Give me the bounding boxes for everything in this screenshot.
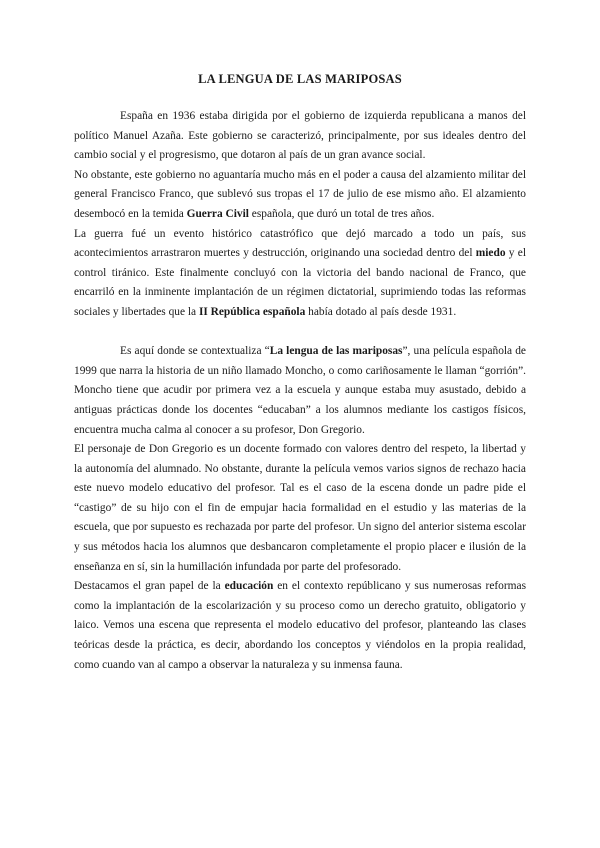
- paragraph-6-text-c: en el contexto repúblicano y sus numerosas reformas como la implantación de la escolarización y su proceso como un derecho gratuito, obligatorio y laico. Vemos una escena que representa el modelo educativo del profesor, planteando las clases teóricas desde la práctica, es decir, abordando los conceptos y viéndolos en la propia realidad, como cuando van al campo a observar la naturaleza y su inmensa fauna.: [74, 580, 527, 671]
- paragraph-3-text-c: y el control tiránico. Este finalmente concluyó con la victoria del bando nacional de Franco, que encarriló en la inminente implantación de un régimen dictatorial, suprimiendo todas las reformas sociales y libertades que la: [74, 247, 526, 318]
- paragraph-3: [74, 225, 526, 323]
- bold-term-guerra-civil: Guerra Civil: [186, 207, 249, 220]
- document-title: LA LENGUA DE LAS MARIPOSAS: [198, 72, 402, 86]
- paragraph-3-text-e: había dotado al país desde 1931.: [305, 305, 457, 318]
- paragraph-3-text-a: La guerra fué un evento histórico catastrófico que dejó marcado a todo un país, sus acontecimientos arrastraron muertes y destrucción, originando una sociedad dentro del: [74, 227, 526, 260]
- paragraph-5: El personaje de Don Gregorio es un docente formado con valores dentro del respeto, la libertad y la autonomía del alumnado. No obstante, durante la película vemos varios signos de rechazo hacia este nuevo modelo educativo del profesor. Tal es el caso de la escena donde un padre pide el “castigo” de su hijo con el fin de empujar hacia formalidad en el estudio y las materias de la escuela, que por supuesto es rechazada por parte del profesor. Un signo del anterior sistema escolar y sus métodos hacia los alumnos que desbancaron completamente el propio placer e ilusión de la enseñanza en sí, sin la humillación infundada por parte del profesorado.: [74, 443, 526, 573]
- paragraph-6-text-a: Destacamos el gran papel de la: [74, 580, 225, 593]
- bold-film-title: La lengua de las mariposas: [269, 345, 403, 358]
- bold-term-educacion: educación: [224, 580, 274, 593]
- document-body: [74, 107, 526, 675]
- bold-term-miedo: miedo: [475, 247, 506, 260]
- paragraph-4: [74, 342, 526, 440]
- paragraph-2-text-a: No obstante, este gobierno no aguantaría mucho más en el poder a causa del alzamiento militar del general Francisco Franco, que sublevó sus tropas el 17 de julio de ese mismo año. El alzamiento desembocó en la temida: [74, 168, 526, 220]
- paragraph-4-text-a: Es aquí donde se contextualiza “: [120, 345, 270, 358]
- paragraph-2: [74, 166, 526, 225]
- bold-term-ii-republica: II República española: [198, 305, 306, 318]
- paragraph-2-text-c: española, que duró un total de tres años.: [248, 207, 435, 220]
- paragraph-gap: [74, 323, 526, 343]
- paragraph-4-text-c: ”, una película española de 1999 que narra la historia de un niño llamado Moncho, o como cariñosamente le llaman “gorrión”. Moncho tiene que acudir por primera vez a la escuela y aunque estaba muy asustado, debido a antiguas prácticas donde los docentes “educaban” a los alumnos mediante los castigos físicos, encuentra mucha calma al conocer a su profesor, Don Gregorio.: [74, 345, 526, 436]
- paragraph-6: [74, 577, 526, 675]
- paragraph-1: España en 1936 estaba dirigida por el gobierno de izquierda republicana a manos del político Manuel Azaña. Este gobierno se caracterizó, principalmente, por sus ideales dentro del cambio social y el progresismo, que dotaron al país de un gran avance social.: [74, 110, 526, 162]
